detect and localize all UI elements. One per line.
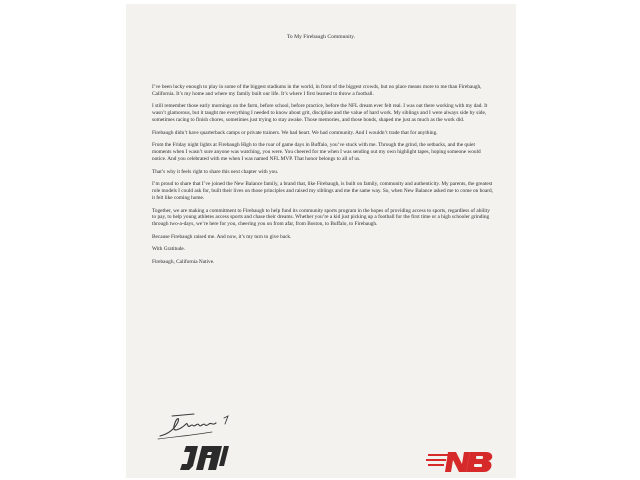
- paragraph-closing: With Gratitude.: [152, 246, 186, 253]
- paragraph-commitment: Together, we are making a commitment to Firebaugh to help fund its community sports program in the hopes of providing access to sports, regardless of ability to pay, to help young athletes access sports and chase their dreams. Whether you’re a kid just picking up a football for the first time or a high schooler grinding through two-a-days, we’re here for you, cheering you on from afar, from Boston, to Buffalo, to Firebaugh.: [152, 207, 490, 227]
- paragraph-buffalo: From the Friday night lights at Firebaugh High to the roar of game days in Buffalo, you’ve stuck with me. Through the grind, the setbacks, and the quiet moments when I wasn’t sure anyone was watching, you were. You cheered for me when I was sending out my own highlight tapes, hoping someone would notice. And you celebrated with me when I was named NFL MVP. That honor belongs to all of us.: [152, 142, 481, 162]
- paragraph-signoff: Firebaugh, California Native.: [152, 259, 215, 266]
- new-balance-logo-icon: [426, 450, 498, 474]
- paragraph-heart: Firebaugh didn’t have quarterback camps or private trainers. We had heart. We had community. And I wouldn’t trade that for anything.: [152, 129, 438, 136]
- ja-logo-icon: [178, 444, 230, 472]
- paragraph-give-back: Because Firebaugh raised me. And now, it’s my turn to give back.: [152, 233, 292, 240]
- paragraph-next-chapter: That’s why it feels right to share this next chapter with you.: [152, 168, 279, 175]
- paragraph-new-balance: I’m proud to share that I’ve joined the New Balance family, a brand that, like Firebaugh, is built on family, community and authenticity. My parents, the greatest role models I could ask for, built their lives on those principles and raised my siblings and me the same way. So, when New Balance asked me to come on board, it felt like coming home.: [152, 181, 494, 201]
- letter-body: [152, 84, 494, 272]
- signature-icon: [154, 406, 246, 442]
- paragraph-stadiums: I’ve been lucky enough to play in some of the biggest stadiums in the world, in front of the biggest crowds, but no place means more to me than Firebaugh, California. It’s my home and where my family built our life. It’s where I first learned to throw a football.: [152, 84, 482, 97]
- letter-page: [126, 4, 516, 478]
- paragraph-farm: I still remember those early mornings on the farm, before school, before practice, before the NFL dream ever felt real. I was out there working with my dad. It wasn’t glamorous, but it taught me everything I needed to know about grit, discipline and the value of hard work. My siblings and I were always side by side, sometimes racing to finish chores, sometimes just trying to stay awake. Those memories, and those bonds, shaped me just as much as the work did.: [152, 103, 488, 123]
- letter-title: To My Firebaugh Community.: [286, 34, 356, 40]
